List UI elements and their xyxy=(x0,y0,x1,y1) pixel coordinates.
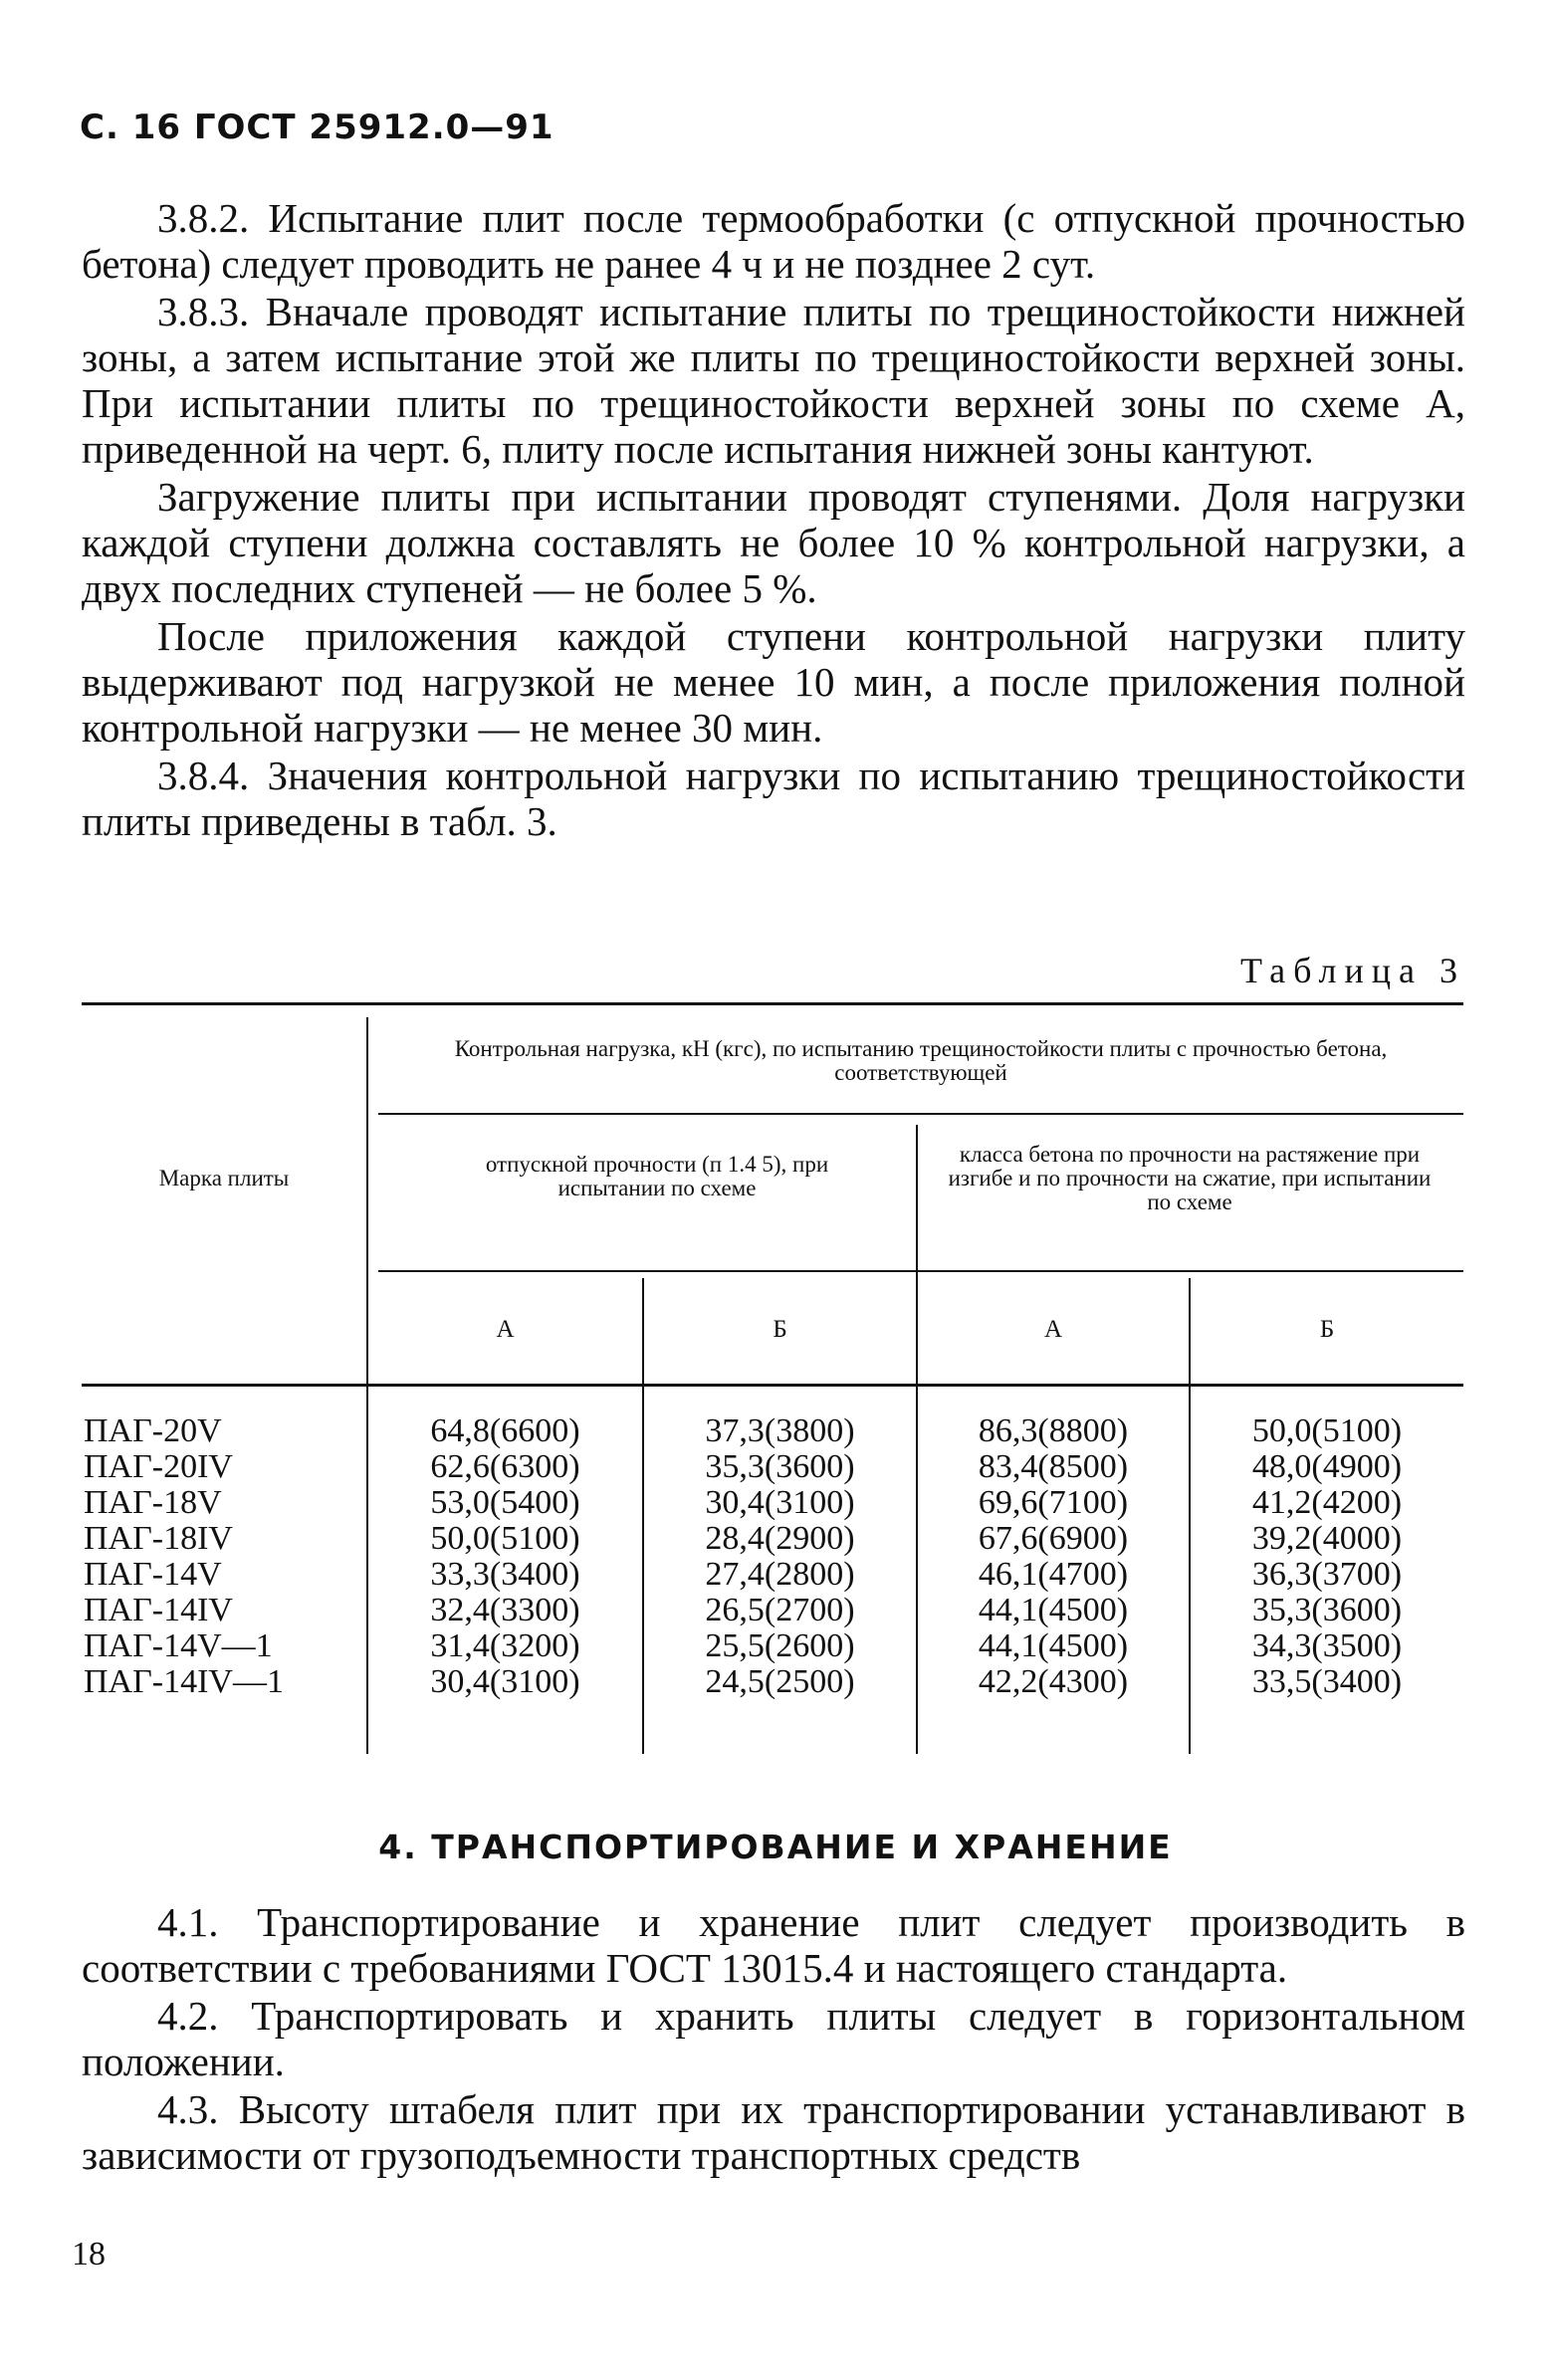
cell-value: 25,5(2600) xyxy=(705,1627,855,1664)
header-scheme-a-1: А xyxy=(496,1316,515,1343)
cell-value: 44,1(4500) xyxy=(978,1627,1129,1664)
cell-value: 32,4(3300) xyxy=(430,1592,580,1628)
cell-mark: ПАГ-14IV xyxy=(84,1592,233,1628)
page-number: 18 xyxy=(72,2236,106,2272)
paragraph-4-1: 4.1. Транспортирование и хранение плит следует производить в соответствии с требованиями ГОСТ 13015.4 и настоящего стандарта. xyxy=(82,1899,1465,1991)
cell-value: 34,3(3500) xyxy=(1251,1627,1403,1664)
table-header-rule-1 xyxy=(378,1113,1463,1115)
cell-value: 30,4(3100) xyxy=(430,1663,580,1700)
text-block-top xyxy=(82,195,1465,846)
cell-value: 27,4(2800) xyxy=(705,1556,855,1593)
cell-value: 64,8(6600) xyxy=(430,1412,580,1449)
column-mark xyxy=(84,1413,284,1700)
cell-value: 41,2(4200) xyxy=(1251,1484,1403,1521)
paragraph-4-2: 4.2. Транспортировать и хранить плиты следует в горизонтальном положении. xyxy=(82,1993,1465,2084)
table-header-rule-2 xyxy=(378,1270,1463,1272)
cell-value: 83,4(8500) xyxy=(978,1448,1129,1485)
cell-mark: ПАГ-20IV xyxy=(84,1448,233,1485)
cell-value: 44,1(4500) xyxy=(978,1592,1129,1628)
page-header: С. 16 ГОСТ 25912.0—91 xyxy=(80,108,554,147)
header-concrete-class: класса бетона по прочности на растяжение при изгибе и по прочности на сжатие, при испытании по схеме xyxy=(948,1142,1432,1214)
cell-value: 30,4(3100) xyxy=(705,1484,855,1521)
cell-value: 24,5(2500) xyxy=(705,1663,855,1700)
column-class-b xyxy=(1191,1413,1463,1700)
header-release-strength: отпускной прочности (п 1.4 5), при испытании по схеме xyxy=(485,1152,829,1200)
cell-value: 31,4(3200) xyxy=(430,1627,580,1664)
paragraph-4-3: 4.3. Высоту штабеля плит при их транспортировании устанавливают в зависимости от грузоподъемности транспортных средств xyxy=(82,2086,1465,2178)
cell-mark: ПАГ-14V—1 xyxy=(84,1627,273,1664)
cell-value: 35,3(3600) xyxy=(1251,1592,1403,1628)
cell-value: 46,1(4700) xyxy=(978,1556,1129,1593)
paragraph-3-8-3: 3.8.3. Вначале проводят испытание плиты по трещиностойкости нижней зоны, а затем испытание этой же плиты по трещиностойкости верхней зоны. При испытании плиты по трещиностойкости верхней зоны по схеме А, приведенной на черт. 6, плиту после испытания нижней зоны кантуют. xyxy=(82,289,1465,472)
cell-value: 37,3(3800) xyxy=(705,1412,855,1449)
cell-value: 50,0(5100) xyxy=(1251,1412,1403,1449)
cell-value: 62,6(6300) xyxy=(430,1448,580,1485)
cell-value: 39,2(4000) xyxy=(1251,1520,1403,1557)
paragraph-loading: Загружение плиты при испытании проводят ступенями. Доля нагрузки каждой ступени должна составлять не более 10 % контрольной нагрузки, а двух последних ступеней — не более 5 %. xyxy=(82,474,1465,611)
cell-value: 35,3(3600) xyxy=(705,1448,855,1485)
header-scheme-b-1: Б xyxy=(773,1316,787,1343)
cell-mark: ПАГ-18IV xyxy=(84,1520,233,1557)
cell-value: 86,3(8800) xyxy=(978,1412,1129,1449)
cell-mark: ПАГ-20V xyxy=(84,1412,222,1449)
cell-value: 28,4(2900) xyxy=(705,1520,855,1557)
column-release-a xyxy=(368,1413,642,1700)
section-title: 4. ТРАНСПОРТИРОВАНИЕ И ХРАНЕНИЕ xyxy=(378,1828,1173,1866)
paragraph-holding: После приложения каждой ступени контрольной нагрузки плиту выдерживают под нагрузкой не менее 10 мин, а после приложения полной контрольной нагрузки — не менее 30 мин. xyxy=(82,613,1465,751)
paragraph-3-8-4: 3.8.4. Значения контрольной нагрузки по испытанию трещиностойкости плиты приведены в табл. 3. xyxy=(82,753,1465,844)
cell-value: 69,6(7100) xyxy=(978,1484,1129,1521)
cell-value: 33,3(3400) xyxy=(430,1556,580,1593)
cell-mark: ПАГ-14IV—1 xyxy=(84,1663,284,1700)
cell-value: 33,5(3400) xyxy=(1251,1663,1403,1700)
header-scheme-b-2: Б xyxy=(1319,1316,1335,1343)
table-top-rule xyxy=(82,1002,1463,1005)
header-control-load: Контрольная нагрузка, кН (кгс), по испытанию трещиностойкости плиты с прочностью бетона, соответствующей xyxy=(454,1036,1388,1085)
cell-value: 36,3(3700) xyxy=(1251,1556,1403,1593)
header-scheme-a-2: А xyxy=(1043,1316,1063,1343)
text-block-bottom xyxy=(82,1899,1465,2180)
column-class-a xyxy=(918,1413,1189,1700)
table-header-bottom-rule xyxy=(82,1384,1463,1387)
cell-value: 67,6(6900) xyxy=(978,1520,1129,1557)
cell-value: 26,5(2700) xyxy=(705,1592,855,1628)
cell-mark: ПАГ-18V xyxy=(84,1484,222,1521)
column-release-b xyxy=(644,1413,916,1700)
cell-value: 53,0(5400) xyxy=(430,1484,580,1521)
table-title: Таблица 3 xyxy=(1240,951,1465,990)
cell-value: 50,0(5100) xyxy=(430,1520,580,1557)
cell-value: 48,0(4900) xyxy=(1251,1448,1403,1485)
cell-value: 42,2(4300) xyxy=(978,1663,1129,1700)
cell-mark: ПАГ-14V xyxy=(84,1556,222,1593)
header-mark: Марка плиты xyxy=(158,1166,290,1190)
paragraph-3-8-2: 3.8.2. Испытание плит после термообработки (с отпускной прочностью бетона) следует проводить не ранее 4 ч и не позднее 2 сут. xyxy=(82,195,1465,287)
